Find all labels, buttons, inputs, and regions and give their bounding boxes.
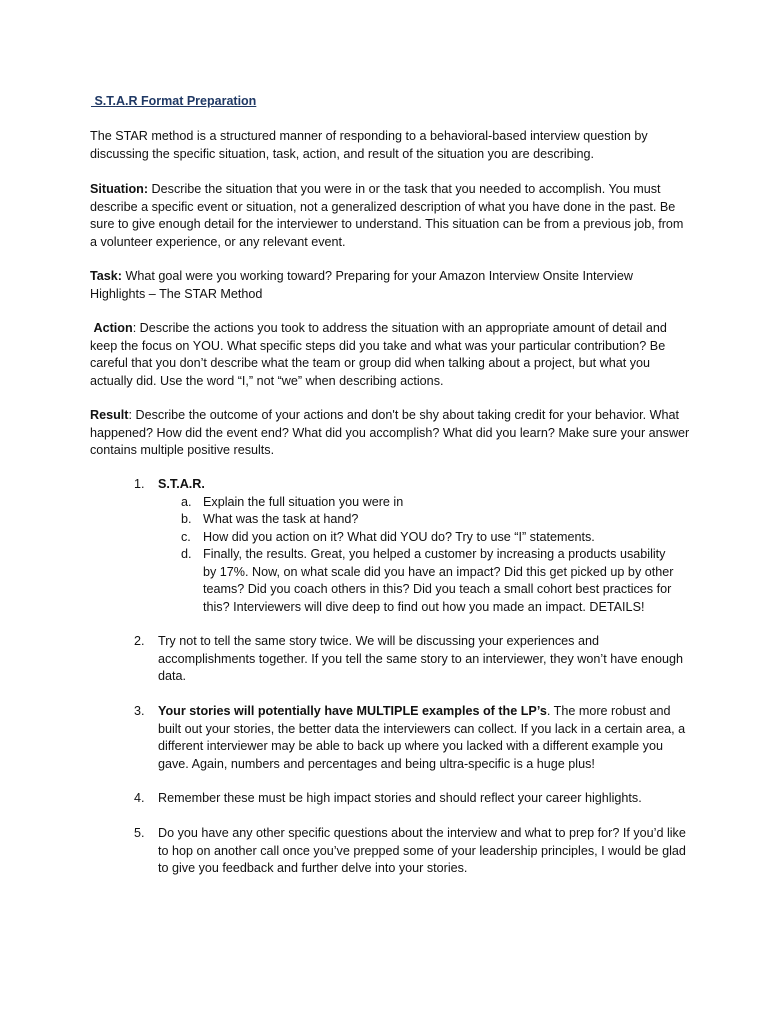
- action-text: : Describe the actions you took to address the situation with an appropriate amount of detail and keep the focus on YOU. What specific steps did you take and what was your particular contribution? Be careful that you don’t describe what the team or group did when talking about a project, but what you actually did. Use the word “I,” not “we” when describing actions.: [90, 321, 667, 388]
- situation-paragraph: [90, 181, 690, 251]
- list-item-text: Try not to tell the same story twice. We will be discussing your experiences and accomplishments together. If you tell the same story to an interviewer, they won’t have enough data.: [158, 634, 684, 684]
- list-item-bold: S.T.A.R.: [158, 477, 205, 491]
- sub-list-text: How did you action on it? What did YOU do? Try to use “I” statements.: [203, 530, 595, 544]
- sub-list-text: What was the task at hand?: [203, 512, 359, 526]
- action-label: Action: [93, 321, 133, 335]
- result-paragraph: [90, 407, 690, 460]
- sub-list-text: Finally, the results. Great, you helped a customer by increasing a products usability by 17%. Now, on what scale did you have an impact? Did this get picked up by other teams? Did you coach others in this? Did you teach a small cohort best practices for this? Interviewers will dive deep to find out how you made an impact. DETAILS!: [203, 547, 674, 614]
- intro-paragraph: The STAR method is a structured manner of responding to a behavioral-based interview question by discussing the specific situation, task, action, and result of the situation you are describing.: [90, 129, 648, 161]
- sub-list-letter: d.: [181, 547, 192, 561]
- task-label: Task:: [90, 269, 122, 283]
- task-text: What goal were you working toward? Preparing for your Amazon Interview Onsite Interview Highlights – The STAR Method: [90, 269, 633, 301]
- list-item-bold: Your stories will potentially have MULTIPLE examples of the LP’s: [158, 704, 547, 718]
- document-title: S.T.A.R Format Preparation: [91, 94, 257, 108]
- sub-list-letter: b.: [181, 512, 192, 526]
- sub-list-text: Explain the full situation you were in: [203, 495, 404, 509]
- sub-list-letter: a.: [181, 495, 192, 509]
- list-number: 2.: [134, 634, 145, 648]
- result-text: : Describe the outcome of your actions and don't be shy about taking credit for your behavior. What happened? How did the event end? What did you accomplish? What did you learn? Make sure your answer contains multiple positive results.: [90, 408, 690, 458]
- list-number: 5.: [134, 826, 145, 840]
- task-paragraph: [90, 268, 690, 303]
- action-paragraph: [90, 320, 690, 390]
- list-number: 1.: [134, 477, 145, 491]
- situation-label: Situation:: [90, 182, 149, 196]
- situation-text: Describe the situation that you were in or the task that you needed to accomplish. You must describe a specific event or situation, not a generalized description of what you have done in the past. Be sure to give enough detail for the interviewer to understand. This situation can be from a previous job, from a volunteer experience, or any relevant event.: [90, 182, 684, 249]
- sub-list-letter: c.: [181, 530, 191, 544]
- result-label: Result: [90, 408, 129, 422]
- list-item-text: . The more robust and built out your stories, the better data the interviewers can collect. If you lack in a certain area, a different interviewer may be able to back up where you lacked with a different example you gave. Again, numbers and percentages and being ultra-specific is a huge plus!: [158, 704, 686, 771]
- list-number: 3.: [134, 704, 145, 718]
- list-item-text: Remember these must be high impact stories and should reflect your career highlights.: [158, 791, 642, 805]
- list-item-body: [158, 703, 688, 773]
- list-item-text: Do you have any other specific questions about the interview and what to prep for? If you’d like to hop on another call once you’ve prepped some of your leadership principles, I would be glad to give you feedback and further delve into your stories.: [158, 826, 686, 876]
- list-number: 4.: [134, 791, 145, 805]
